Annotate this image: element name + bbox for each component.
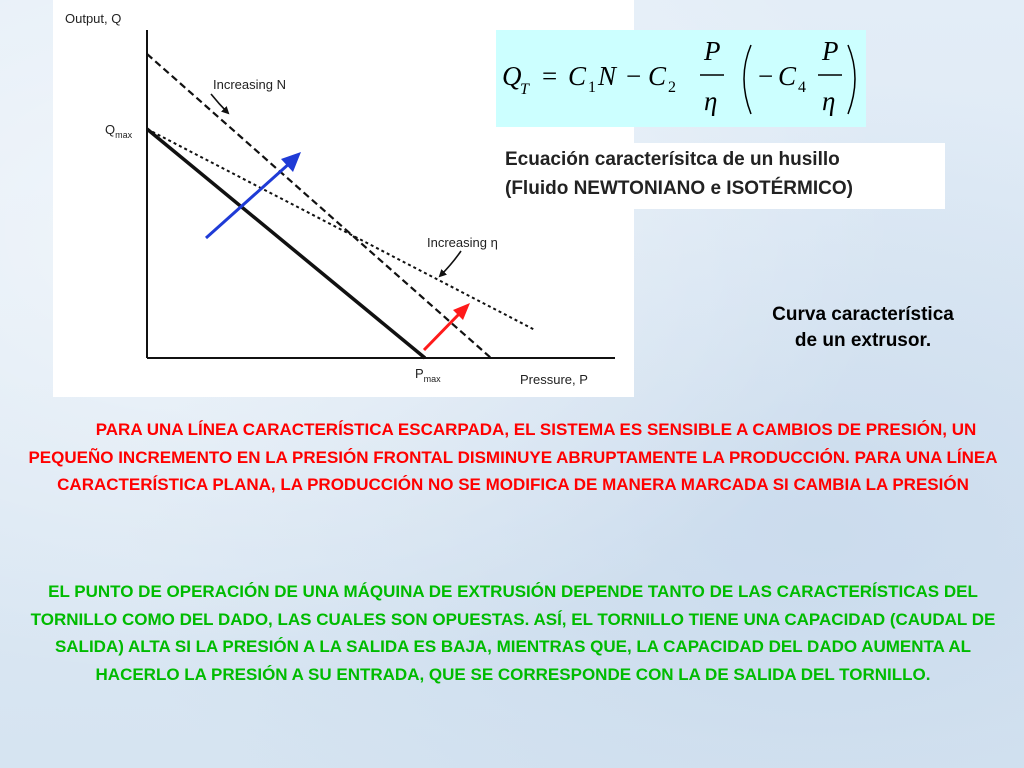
equation-caption <box>497 143 945 209</box>
increasing-eta-label: Increasing η <box>427 235 498 250</box>
curve-caption-line-1: Curva característica <box>772 304 954 325</box>
increasing-n-label: Increasing N <box>213 77 286 92</box>
svg-text:−: − <box>626 61 642 91</box>
increasing-n-line <box>147 54 491 358</box>
svg-text:−: − <box>758 61 774 91</box>
y-axis-label: Output, Q <box>65 11 122 26</box>
svg-text:P: P <box>704 36 721 66</box>
svg-text:4: 4 <box>798 79 806 96</box>
curve-caption <box>720 302 1006 354</box>
pointer-increasing-n <box>211 94 228 113</box>
svg-text:η: η <box>822 86 836 116</box>
svg-text:1: 1 <box>588 79 596 96</box>
svg-text:C: C <box>778 61 797 91</box>
caption-line-2: (Fluido NEWTONIANO e ISOTÉRMICO) <box>505 178 853 199</box>
pointer-increasing-eta <box>440 251 461 276</box>
increasing-eta-line <box>147 129 535 330</box>
screw-equation <box>496 30 866 127</box>
svg-text:P: P <box>822 36 839 66</box>
svg-text:2: 2 <box>668 79 676 96</box>
blue-arrow <box>206 162 291 238</box>
svg-text:Q: Q <box>502 61 522 91</box>
operating-point-paragraph: EL PUNTO DE OPERACIÓN DE UNA MÁQUINA DE EXTRUSIÓN DEPENDE TANTO DE LAS CARACTERÍSTICAS DEL TORNILLO COMO DEL DADO, LAS CUALES SON OPUESTAS. ASÍ, EL TORNILLO TIENE UNA CAPACIDAD (CAUDAL DE SALIDA) ALTA SI LA PRESIÓN A LA SALIDA ES BAJA, MIENTRAS QUE, LA CAPACIDAD DEL DADO AUMENTA AL HACERLO LA PRESIÓN A SU ENTRADA, QUE SE CORRESPONDE CON LA DE SALIDA DEL TORNILLO. <box>30 582 996 684</box>
svg-text:η: η <box>704 86 718 116</box>
svg-text:N: N <box>598 61 617 91</box>
svg-text:=: = <box>542 61 558 91</box>
pmax-label: $P_{max}$ <box>415 366 441 384</box>
caption-line-1: Ecuación caracterísitca de un husillo <box>505 149 840 170</box>
svg-text:T: T <box>520 81 529 98</box>
red-arrow <box>424 312 461 350</box>
x-axis-label: Pressure, P <box>520 372 588 387</box>
svg-text:C: C <box>568 61 587 91</box>
curve-caption-line-2: de un extrusor. <box>794 330 932 351</box>
qmax-label: $Q_{max}$ <box>105 122 133 140</box>
svg-text:C: C <box>648 61 667 91</box>
steep-curve-paragraph: PARA UNA LÍNEA CARACTERÍSTICA ESCARPADA, EL SISTEMA ES SENSIBLE A CAMBIOS DE PRESIÓN, UN PEQUEÑO INCREMENTO EN LA PRESIÓN FRONTAL DISMINUYE ABRUPTAMENTE LA PRODUCCIÓN. PARA UNA LÍNEA CARACTERÍSTICA PLANA, LA PRODUCCIÓN NO SE MODIFICA DE MANERA MARCADA SI CAMBIA LA PRESIÓN <box>28 420 998 494</box>
formula-box <box>496 30 866 127</box>
